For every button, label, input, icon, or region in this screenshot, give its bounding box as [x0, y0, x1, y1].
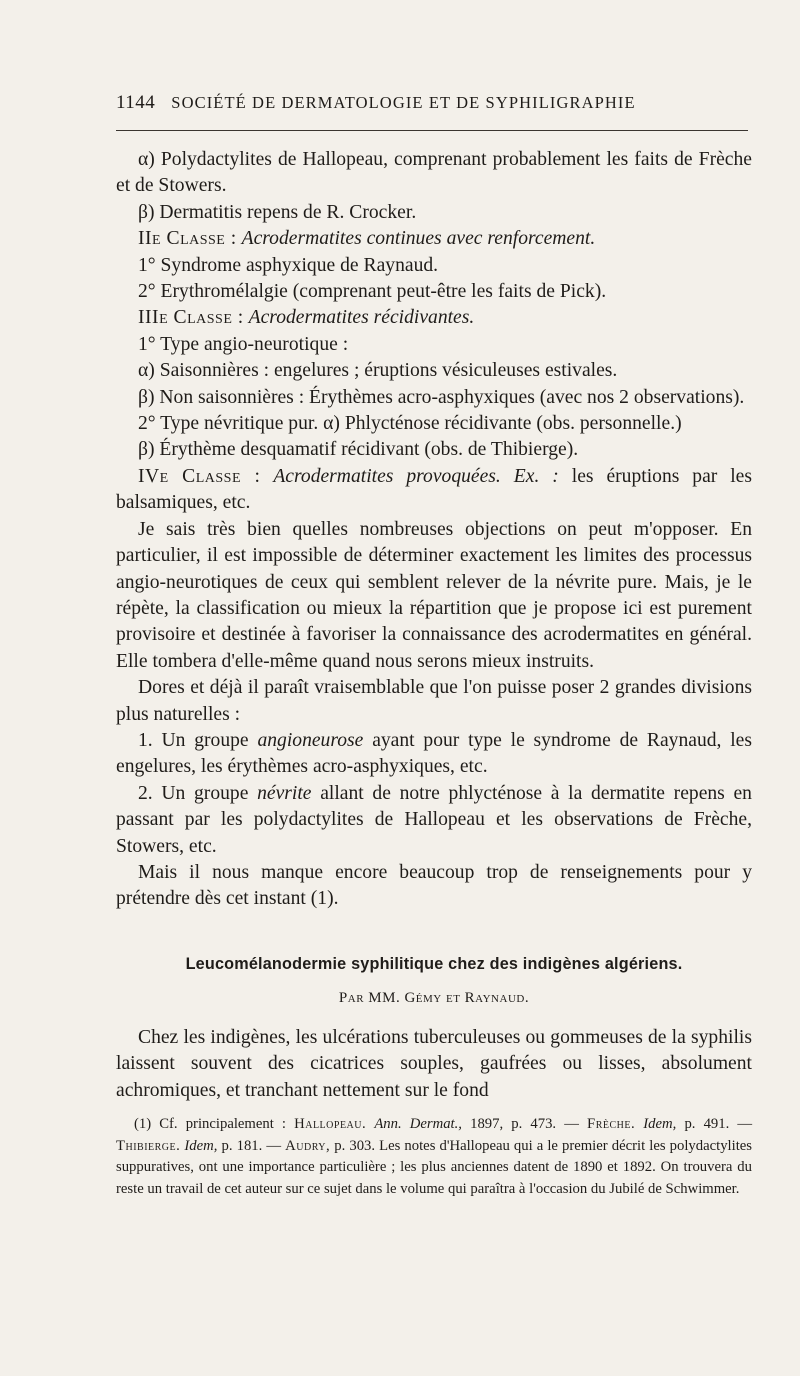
- footnote-author-freche: Frèche.: [587, 1116, 636, 1132]
- class-3-item-1: 1° Type angio-neurotique :: [138, 333, 349, 355]
- paragraph-conclusion: Mais il nous manque encore beaucoup trop de renseignements pour y prétendre dès cet instant (1).: [116, 861, 752, 910]
- class-4-label: IVe Classe :: [138, 465, 261, 487]
- class-4-title: Acrodermatites provoquées.: [273, 465, 501, 487]
- intro-paragraph: Chez les indigènes, les ulcérations tuberculeuses ou gommeuses de la syphilis laissent souvent des cicatrices souples, gaufrées ou lisses, absolument achromiques, et tranchant nettement sur le fond: [116, 1026, 752, 1101]
- paragraph-divisions: Dores et déjà il paraît vraisemblable que l'on puisse poser 2 grandes divisions plus naturelles :: [116, 677, 752, 725]
- class-3-beta-2: β) Érythème desquamatif récidivant (obs. de Thibierge).: [138, 439, 579, 461]
- class-3-alpha: α) Saisonnières : engelures ; éruptions vésiculeuses estivales.: [138, 360, 618, 382]
- class-3-label: IIIe Classe :: [138, 307, 244, 329]
- footnote: [116, 1114, 752, 1200]
- class-4-heading: [116, 464, 752, 517]
- class-3-beta: β) Non saisonnières : Érythèmes acro-asphyxiques (avec nos 2 observations).: [138, 386, 745, 408]
- group-1-lead: 1. Un groupe: [138, 729, 249, 751]
- classification-alpha: α) Polydactylites de Hallopeau, comprenant probablement les faits de Frèche et de Stowers.: [116, 149, 752, 197]
- footnote-ref-2: p. 491. —: [684, 1116, 753, 1132]
- section-authors: Par MM. Gémy et Raynaud.: [338, 989, 530, 1006]
- class-2-item-1: 1° Syndrome asphyxique de Raynaud.: [138, 254, 439, 276]
- footnote-author-thibierge: Thibierge.: [116, 1137, 181, 1154]
- header-rule: [116, 130, 748, 131]
- paragraph-objections: Je sais très bien quelles nombreuses objections on peut m'opposer. En particulier, il est impossible de déterminer exactement les limites des processus angio-neurotiques de ceux qui semblent relever de la névrite pure. Mais, je le répète, la classification ou mieux la répartition que je propose ici est purement provisoire et destinée à favoriser la connaissance des acrodermatites en général. Elle tombera d'elle-même quand nous serons mieux instruits.: [116, 518, 752, 672]
- class-2-item-2: 2° Erythromélalgie (comprenant peut-être les faits de Pick).: [138, 281, 607, 303]
- section-intro: [116, 1025, 752, 1104]
- class-2-heading: [116, 226, 752, 252]
- footnote-author-hallopeau: Hallopeau.: [294, 1116, 367, 1132]
- paragraph-group-1: [116, 728, 752, 781]
- footnote-idem-1: Idem,: [643, 1116, 677, 1132]
- class-4-example: Ex. :: [513, 465, 559, 487]
- footnote-ref-3: p. 181. —: [221, 1137, 282, 1154]
- class-3-item-2: 2° Type névritique pur. α) Phlycténose récidivante (obs. personnelle.): [138, 413, 682, 435]
- group-2-term: névrite: [257, 782, 312, 804]
- class-3-title: Acrodermatites récidivantes.: [248, 307, 475, 329]
- footnote-lead: (1) Cf. principalement :: [134, 1116, 286, 1132]
- group-2-rest: allant de notre phlycténose à la dermatite repens en passant par les polydactylites de Hallopeau et les observations de Frèche, Stowers, etc.: [116, 782, 752, 857]
- page-number: 1144: [116, 92, 156, 113]
- class-3-heading: [116, 305, 752, 331]
- classification-beta: β) Dermatitis repens de R. Crocker.: [138, 201, 417, 223]
- class-2-label: IIe Classe :: [138, 228, 237, 250]
- footnote-text: [116, 1114, 752, 1200]
- class-4-rest: les éruptions par les balsamiques, etc.: [116, 465, 753, 514]
- group-1-rest: ayant pour type le syndrome de Raynaud, les engelures, les érythèmes acro-asphyxiques, etc.: [116, 729, 753, 778]
- document-page: [116, 92, 752, 1200]
- group-1-term: angioneurose: [257, 729, 364, 751]
- running-header: [116, 92, 752, 118]
- footnote-idem-2: Idem,: [184, 1137, 218, 1154]
- running-title: SOCIÉTÉ DE DERMATOLOGIE ET DE SYPHILIGRAPHIE: [171, 93, 636, 112]
- paragraph-group-2: [116, 781, 752, 860]
- section-title: Leucomélanodermie syphilitique chez des indigènes algériens.: [185, 954, 683, 973]
- footnote-rest: p. 303. Les notes d'Hallopeau qui a le premier décrit les polydactylites suppuratives, ont une importance particulière ; les plus anciennes datent de 1890 et 1892. On trouvera du reste un travail de cet auteur sur ce sujet dans le volume qui paraîtra à l'occasion du Jubilé de Schwimmer.: [116, 1137, 753, 1197]
- footnote-author-audry: Audry,: [285, 1137, 331, 1154]
- footnote-ref-1: 1897, p. 473. —: [470, 1116, 579, 1132]
- footnote-journal: Ann. Dermat.,: [374, 1116, 462, 1132]
- class-2-title: Acrodermatites continues avec renforcement.: [241, 228, 596, 250]
- group-2-lead: 2. Un groupe: [138, 782, 249, 804]
- main-text: [116, 147, 752, 913]
